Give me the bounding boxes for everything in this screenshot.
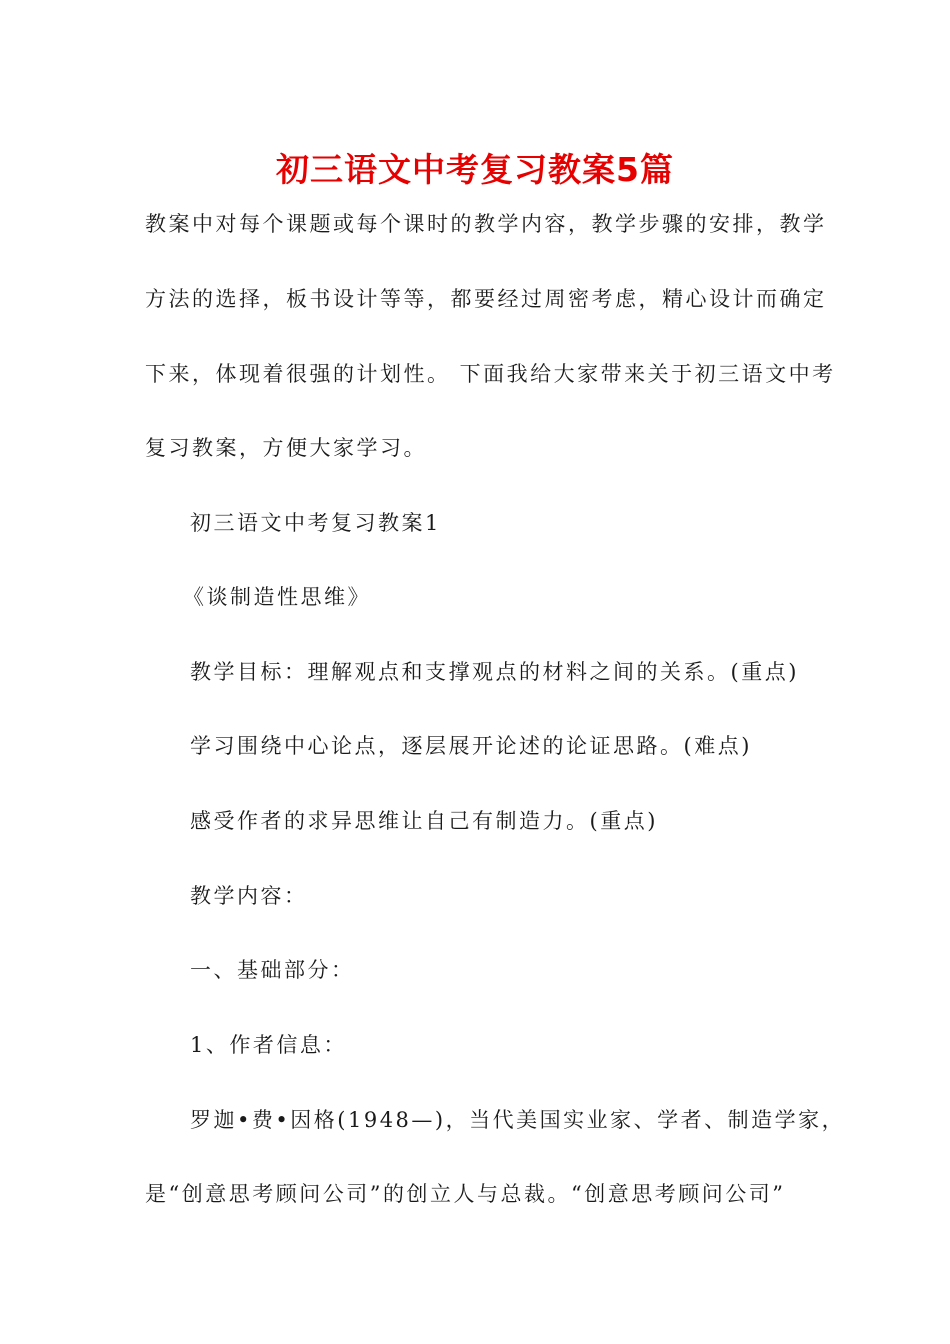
- paragraph-line: 一、基础部分：: [190, 958, 355, 982]
- paragraph-line: 教学目标：理解观点和支撑观点的材料之间的关系。(重点): [190, 660, 799, 684]
- paragraph-line: 教案中对每个课题或每个课时的教学内容，教学步骤的安排，教学: [145, 212, 827, 236]
- paragraph-line: 是“创意思考顾问公司”的创立人与总裁。“创意思考顾问公司”: [145, 1182, 786, 1206]
- paragraph-line: 学习围绕中心论点，逐层展开论述的论证思路。(难点): [190, 734, 752, 758]
- paragraph-line: 教学内容：: [190, 884, 308, 908]
- section-heading: 初三语文中考复习教案1: [190, 511, 441, 535]
- paragraph-line: 方法的选择，板书设计等等，都要经过周密考虑，精心设计而确定: [145, 287, 827, 311]
- paragraph-line: 下来，体现着很强的计划性。 下面我给大家带来关于初三语文中考: [145, 362, 836, 386]
- paragraph-line: 复习教案，方便大家学习。: [145, 436, 427, 460]
- paragraph-line: 感受作者的求异思维让自己有制造力。(重点): [190, 809, 658, 833]
- paragraph-line: 罗迦•费•因格(1948—)，当代美国实业家、学者、制造学家，: [190, 1108, 846, 1132]
- document-title: 初三语文中考复习教案5篇: [276, 150, 674, 189]
- lesson-title: 《谈制造性思维》: [183, 585, 371, 609]
- paragraph-line: 1、作者信息：: [190, 1033, 347, 1057]
